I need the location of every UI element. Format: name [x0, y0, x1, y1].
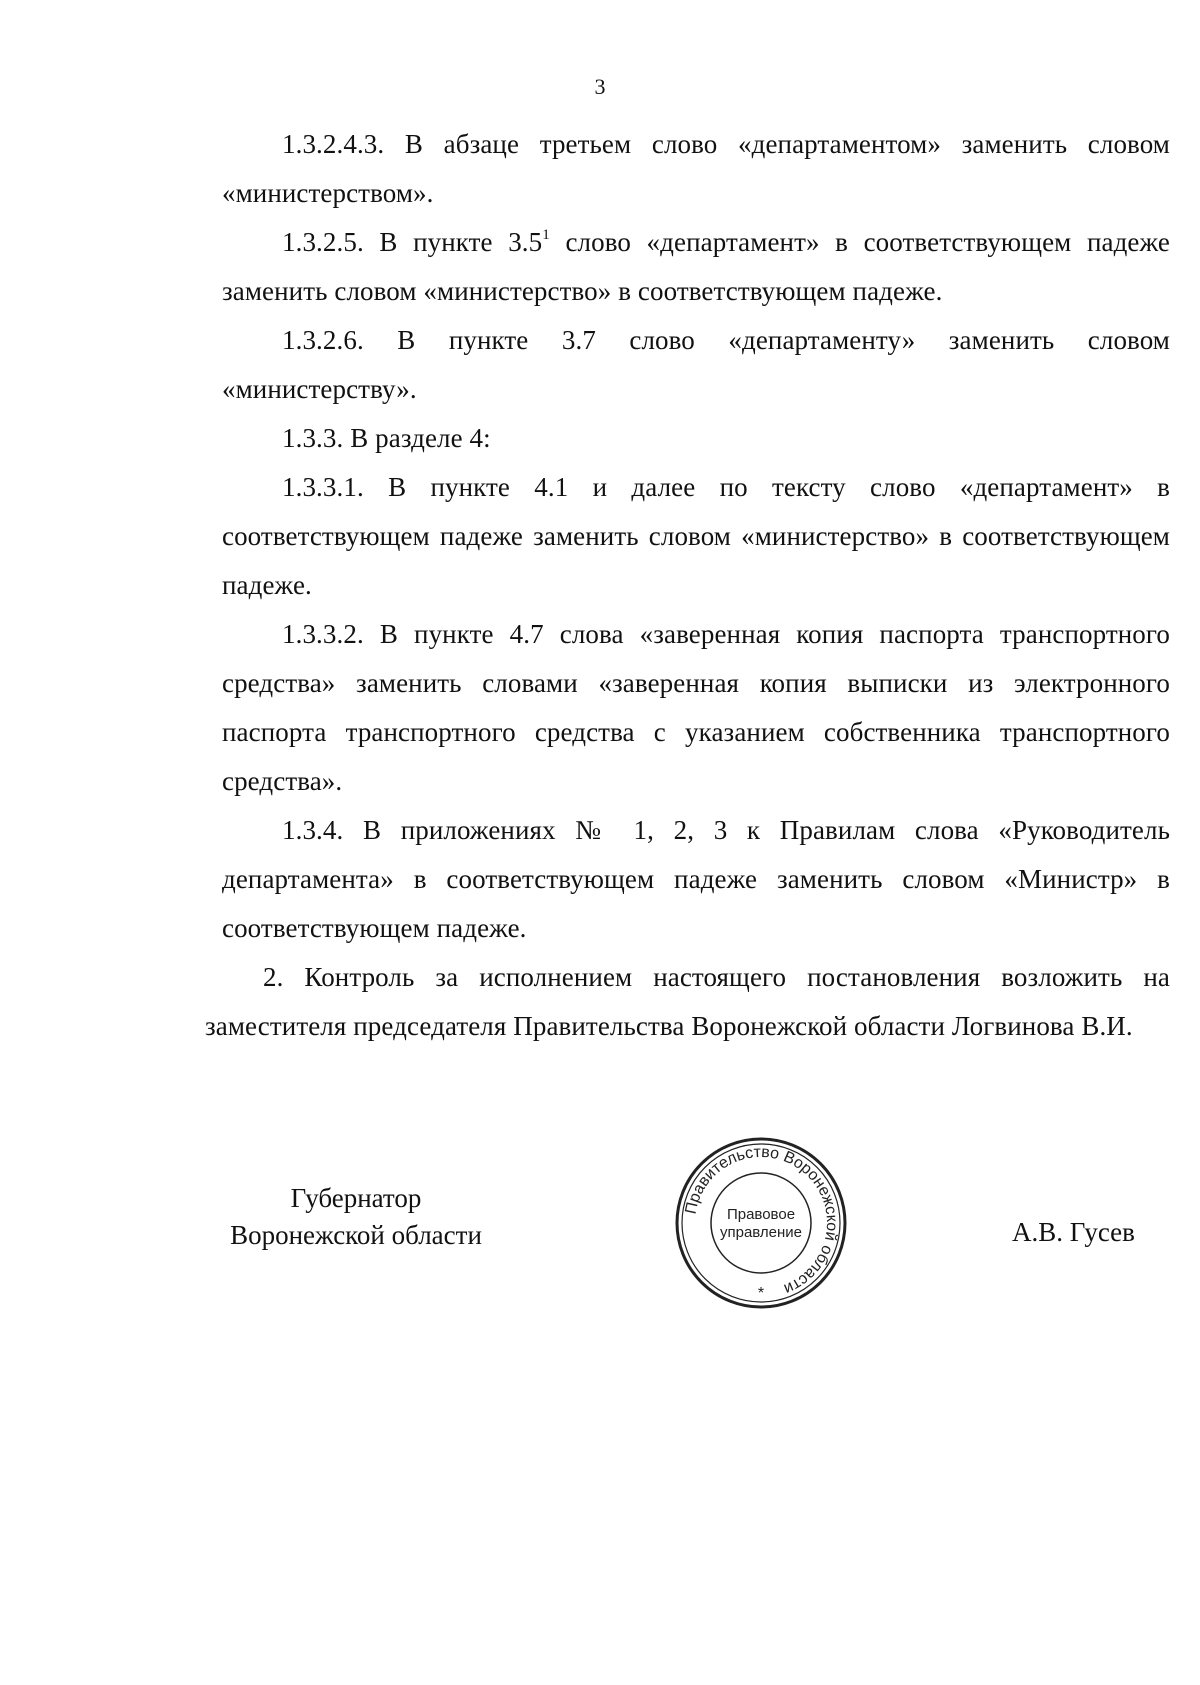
signatory-role: Губернатор	[290, 1183, 422, 1213]
paragraph-1-3-3-2: 1.3.3.2. В пункте 4.7 слова «заверенная копия паспорта транспортного средства» заменить словами «заверенная копия выписки из электронного паспорта транспортного средства с указанием собственника транспортного средства».	[222, 619, 1170, 796]
paragraph-1-3-2-5	[222, 218, 1170, 316]
document-body	[205, 120, 1170, 1051]
paragraph-2-control: 2. Контроль за исполнением настоящего постановления возложить на заместителя председателя Правительства Воронежской области Логвинова В.И.	[205, 962, 1170, 1041]
stamp-center-line-1: Правовое	[726, 1206, 796, 1223]
signatory-name: А.В. Гусев	[1012, 1217, 1135, 1247]
paragraph-1-3-4: 1.3.4. В приложениях № 1, 2, 3 к Правилам слова «Руководитель департамента» в соответствующем падеже заменить словом «Министр» в соответствующем падеже.	[222, 815, 1170, 943]
paragraph-1-3-2-6: 1.3.2.6. В пункте 3.7 слово «департаменту» заменить словом «министерству».	[222, 325, 1170, 404]
signatory-region: Воронежской области	[230, 1220, 482, 1250]
stamp-outer-ring	[677, 1139, 845, 1307]
stamp-ring-text: Правительство Воронежской области	[682, 1143, 841, 1298]
paragraph-1-3-2-5-end: слово «департамент» в соответствующем падеже заменить словом «министерство» в соответствующем падеже.	[222, 227, 1170, 306]
superscript-index: 1	[542, 227, 550, 243]
official-stamp	[672, 1134, 850, 1312]
paragraph-1-3-2-4-3: 1.3.2.4.3. В абзаце третьем слово «департаментом» заменить словом «министерством».	[222, 129, 1170, 208]
page-number: 3	[594, 74, 606, 99]
stamp-center-ring	[711, 1173, 811, 1273]
stamp-star-mark: *	[757, 1285, 765, 1302]
stamp-center-line-2: управление	[719, 1224, 803, 1241]
signatory-title	[216, 1180, 496, 1254]
signature-block	[0, 1180, 1200, 1320]
paragraph-1-3-2-5-start: 1.3.2.5. В пункте 3.5	[282, 227, 543, 257]
paragraph-1-3-3: 1.3.3. В разделе 4:	[282, 423, 491, 453]
paragraph-1-3-3-1: 1.3.3.1. В пункте 4.1 и далее по тексту слово «департамент» в соответствующем падеже заменить словом «министерство» в соответствующем падеже.	[222, 472, 1170, 600]
